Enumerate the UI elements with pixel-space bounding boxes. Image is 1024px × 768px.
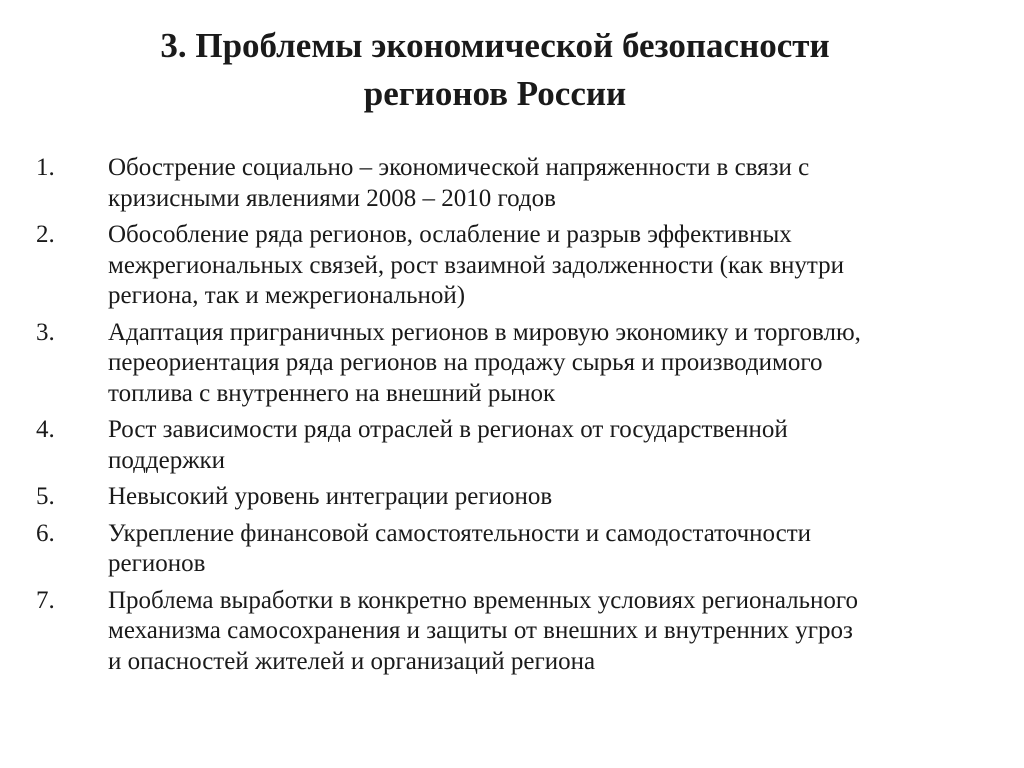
list-item-number: 4.	[36, 416, 55, 443]
list-item-number: 2.	[36, 221, 55, 248]
list-item-text: Обострение социально – экономической напряженности в связи с кризисными явлениями 2008 – 2010 годов	[108, 154, 810, 212]
list-item	[36, 153, 986, 214]
list-item-number: 3.	[36, 318, 55, 346]
list-item-text: Адаптация приграничных регионов в мировую экономику и торговлю, переориентация ряда регионов на продажу сырья и производимого топлива с внутреннего на внешний рынок	[108, 318, 861, 407]
list-item-number: 7.	[36, 586, 55, 614]
title-line-1: 3. Проблемы экономической безопасности	[160, 26, 830, 65]
list-item	[36, 220, 986, 312]
list-item-text: Обособление ряда регионов, ослабление и разрыв эффективных межрегиональных связей, рост взаимной задолженности (как внутри региона, так и межрегиональной)	[108, 221, 844, 309]
list-item-number: 5.	[36, 483, 55, 510]
list-item	[36, 318, 986, 410]
list-item-number: 6.	[36, 519, 55, 547]
list-item	[36, 415, 986, 476]
list-item-text: Укрепление финансовой самостоятельности и самодостаточности регионов	[108, 519, 812, 577]
slide-title	[40, 22, 950, 118]
list-item	[36, 519, 986, 580]
list-item-number: 1.	[36, 154, 55, 181]
list-item-text: Невысокий уровень интеграции регионов	[108, 483, 553, 510]
list-item	[36, 586, 986, 678]
problems-list	[36, 153, 986, 683]
list-item-text: Проблема выработки в конкретно временных условиях регионального механизма самосохранения и защиты от внешних и внутренних угроз и опасностей жителей и организаций региона	[108, 586, 859, 675]
list-item-text: Рост зависимости ряда отраслей в регионах от государственной поддержки	[108, 416, 788, 474]
title-line-2: регионов России	[363, 74, 627, 113]
list-item	[36, 482, 986, 513]
